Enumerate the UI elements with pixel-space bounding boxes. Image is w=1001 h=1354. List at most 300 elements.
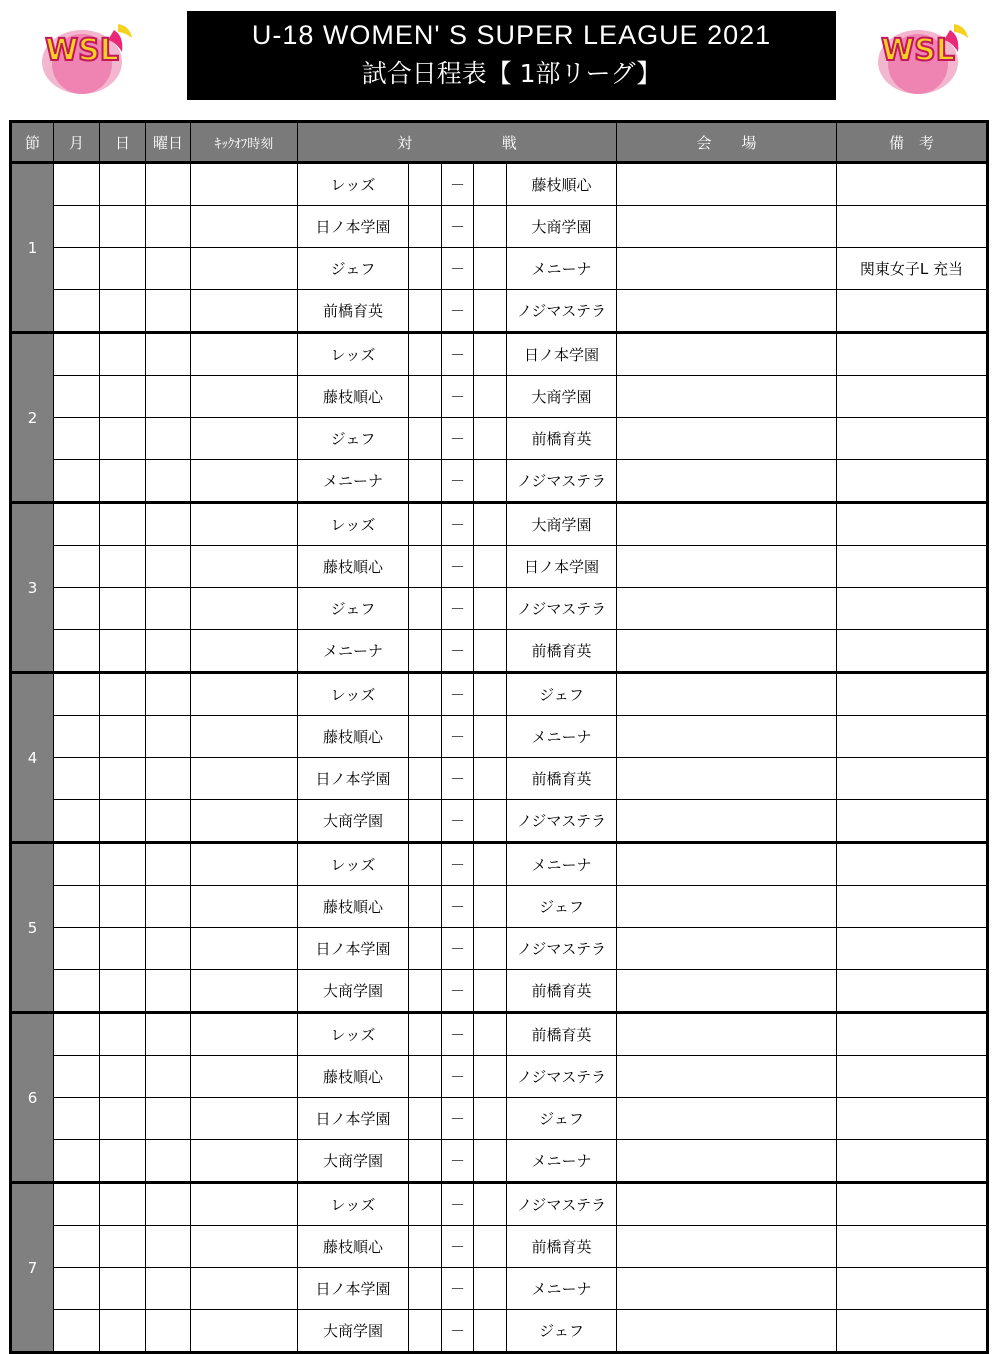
month-cell[interactable] bbox=[54, 1098, 100, 1140]
home-team: 日ノ本学園 bbox=[298, 758, 409, 800]
away-team: 前橋育英 bbox=[507, 1013, 617, 1056]
weekday-cell[interactable] bbox=[146, 758, 191, 800]
venue-cell[interactable] bbox=[617, 503, 837, 546]
month-cell[interactable] bbox=[54, 1013, 100, 1056]
month-cell[interactable] bbox=[54, 758, 100, 800]
remarks-cell[interactable] bbox=[837, 546, 988, 588]
home-score-cell[interactable] bbox=[409, 333, 442, 376]
month-cell[interactable] bbox=[54, 376, 100, 418]
kickoff-cell[interactable] bbox=[191, 800, 298, 843]
weekday-cell[interactable] bbox=[146, 1310, 191, 1353]
home-score-cell[interactable] bbox=[409, 1226, 442, 1268]
weekday-cell[interactable] bbox=[146, 886, 191, 928]
away-score-cell[interactable] bbox=[474, 843, 507, 886]
remarks-cell[interactable] bbox=[837, 1310, 988, 1353]
month-cell[interactable] bbox=[54, 333, 100, 376]
day-cell[interactable] bbox=[100, 758, 146, 800]
weekday-cell[interactable] bbox=[146, 460, 191, 503]
away-score-cell[interactable] bbox=[474, 333, 507, 376]
day-cell[interactable] bbox=[100, 333, 146, 376]
venue-cell[interactable] bbox=[617, 970, 837, 1013]
home-score-cell[interactable] bbox=[409, 673, 442, 716]
home-score-cell[interactable] bbox=[409, 843, 442, 886]
score-separator: － bbox=[442, 1183, 474, 1226]
month-cell[interactable] bbox=[54, 1226, 100, 1268]
remarks-cell[interactable] bbox=[837, 290, 988, 333]
match-row bbox=[11, 418, 988, 460]
home-score-cell[interactable] bbox=[409, 290, 442, 333]
venue-cell[interactable] bbox=[617, 716, 837, 758]
away-team: メニーナ bbox=[507, 248, 617, 290]
remarks-cell[interactable] bbox=[837, 1268, 988, 1310]
header-weekday: 曜日 bbox=[146, 122, 191, 163]
score-separator: － bbox=[442, 1268, 474, 1310]
kickoff-cell[interactable] bbox=[191, 1268, 298, 1310]
score-separator: － bbox=[442, 673, 474, 716]
day-cell[interactable] bbox=[100, 376, 146, 418]
home-score-cell[interactable] bbox=[409, 163, 442, 206]
weekday-cell[interactable] bbox=[146, 546, 191, 588]
day-cell[interactable] bbox=[100, 418, 146, 460]
kickoff-cell[interactable] bbox=[191, 843, 298, 886]
weekday-cell[interactable] bbox=[146, 418, 191, 460]
home-score-cell[interactable] bbox=[409, 1056, 442, 1098]
remarks-cell[interactable] bbox=[837, 163, 988, 206]
score-separator: － bbox=[442, 758, 474, 800]
month-cell[interactable] bbox=[54, 1268, 100, 1310]
venue-cell[interactable] bbox=[617, 1140, 837, 1183]
day-cell[interactable] bbox=[100, 630, 146, 673]
kickoff-cell[interactable] bbox=[191, 206, 298, 248]
venue-cell[interactable] bbox=[617, 800, 837, 843]
kickoff-cell[interactable] bbox=[191, 503, 298, 546]
away-score-cell[interactable] bbox=[474, 1310, 507, 1353]
venue-cell[interactable] bbox=[617, 1310, 837, 1353]
round-number: 4 bbox=[11, 673, 54, 843]
month-cell[interactable] bbox=[54, 460, 100, 503]
away-score-cell[interactable] bbox=[474, 248, 507, 290]
away-score-cell[interactable] bbox=[474, 1268, 507, 1310]
month-cell[interactable] bbox=[54, 588, 100, 630]
kickoff-cell[interactable] bbox=[191, 1226, 298, 1268]
score-separator: － bbox=[442, 1098, 474, 1140]
weekday-cell[interactable] bbox=[146, 333, 191, 376]
away-team: ノジマステラ bbox=[507, 588, 617, 630]
venue-cell[interactable] bbox=[617, 376, 837, 418]
round-number: 2 bbox=[11, 333, 54, 503]
home-score-cell[interactable] bbox=[409, 503, 442, 546]
weekday-cell[interactable] bbox=[146, 928, 191, 970]
home-score-cell[interactable] bbox=[409, 1310, 442, 1353]
home-score-cell[interactable] bbox=[409, 630, 442, 673]
away-score-cell[interactable] bbox=[474, 1013, 507, 1056]
score-separator: － bbox=[442, 460, 474, 503]
away-score-cell[interactable] bbox=[474, 1183, 507, 1226]
home-team: レッズ bbox=[298, 843, 409, 886]
remarks-cell[interactable] bbox=[837, 630, 988, 673]
away-score-cell[interactable] bbox=[474, 800, 507, 843]
day-cell[interactable] bbox=[100, 546, 146, 588]
score-separator: － bbox=[442, 1140, 474, 1183]
venue-cell[interactable] bbox=[617, 1226, 837, 1268]
score-separator: － bbox=[442, 970, 474, 1013]
svg-text:WSL: WSL bbox=[45, 33, 119, 68]
weekday-cell[interactable] bbox=[146, 163, 191, 206]
away-team: ノジマステラ bbox=[507, 1183, 617, 1226]
away-score-cell[interactable] bbox=[474, 1140, 507, 1183]
score-separator: － bbox=[442, 290, 474, 333]
home-team: 日ノ本学園 bbox=[298, 928, 409, 970]
home-score-cell[interactable] bbox=[409, 1098, 442, 1140]
home-team: 藤枝順心 bbox=[298, 716, 409, 758]
month-cell[interactable] bbox=[54, 970, 100, 1013]
header-vs-right: 戦 bbox=[501, 133, 517, 152]
kickoff-cell[interactable] bbox=[191, 1098, 298, 1140]
kickoff-cell[interactable] bbox=[191, 1013, 298, 1056]
weekday-cell[interactable] bbox=[146, 290, 191, 333]
month-cell[interactable] bbox=[54, 1183, 100, 1226]
away-score-cell[interactable] bbox=[474, 163, 507, 206]
away-score-cell[interactable] bbox=[474, 928, 507, 970]
day-cell[interactable] bbox=[100, 1098, 146, 1140]
kickoff-cell[interactable] bbox=[191, 1183, 298, 1226]
away-team: 前橋育英 bbox=[507, 418, 617, 460]
weekday-cell[interactable] bbox=[146, 1226, 191, 1268]
venue-cell[interactable] bbox=[617, 333, 837, 376]
weekday-cell[interactable] bbox=[146, 1140, 191, 1183]
venue-cell[interactable] bbox=[617, 758, 837, 800]
day-cell[interactable] bbox=[100, 1056, 146, 1098]
score-separator: － bbox=[442, 716, 474, 758]
title-box bbox=[187, 11, 836, 100]
day-cell[interactable] bbox=[100, 970, 146, 1013]
remarks-cell[interactable] bbox=[837, 758, 988, 800]
venue-cell[interactable] bbox=[617, 1098, 837, 1140]
wsl-logo-right bbox=[858, 12, 978, 96]
day-cell[interactable] bbox=[100, 800, 146, 843]
away-team: ジェフ bbox=[507, 1098, 617, 1140]
home-score-cell[interactable] bbox=[409, 376, 442, 418]
home-score-cell[interactable] bbox=[409, 1183, 442, 1226]
home-score-cell[interactable] bbox=[409, 1268, 442, 1310]
away-score-cell[interactable] bbox=[474, 716, 507, 758]
venue-cell[interactable] bbox=[617, 206, 837, 248]
venue-cell[interactable] bbox=[617, 248, 837, 290]
weekday-cell[interactable] bbox=[146, 1268, 191, 1310]
venue-cell[interactable] bbox=[617, 460, 837, 503]
away-score-cell[interactable] bbox=[474, 970, 507, 1013]
weekday-cell[interactable] bbox=[146, 588, 191, 630]
venue-cell[interactable] bbox=[617, 546, 837, 588]
home-score-cell[interactable] bbox=[409, 1013, 442, 1056]
remarks-cell[interactable]: 関東女子L 充当 bbox=[837, 248, 988, 290]
venue-cell[interactable] bbox=[617, 673, 837, 716]
round-number: 6 bbox=[11, 1013, 54, 1183]
match-row bbox=[11, 503, 988, 546]
venue-cell[interactable] bbox=[617, 418, 837, 460]
day-cell[interactable] bbox=[100, 1310, 146, 1353]
venue-cell[interactable] bbox=[617, 1013, 837, 1056]
remarks-cell[interactable] bbox=[837, 673, 988, 716]
weekday-cell[interactable] bbox=[146, 248, 191, 290]
weekday-cell[interactable] bbox=[146, 630, 191, 673]
venue-cell[interactable] bbox=[617, 630, 837, 673]
away-team: ノジマステラ bbox=[507, 290, 617, 333]
weekday-cell[interactable] bbox=[146, 1098, 191, 1140]
venue-cell[interactable] bbox=[617, 928, 837, 970]
round-number: 3 bbox=[11, 503, 54, 673]
score-separator: － bbox=[442, 800, 474, 843]
kickoff-cell[interactable] bbox=[191, 376, 298, 418]
venue-cell[interactable] bbox=[617, 1056, 837, 1098]
weekday-cell[interactable] bbox=[146, 1056, 191, 1098]
away-score-cell[interactable] bbox=[474, 673, 507, 716]
day-cell[interactable] bbox=[100, 163, 146, 206]
kickoff-cell[interactable] bbox=[191, 630, 298, 673]
match-row bbox=[11, 758, 988, 800]
home-team: メニーナ bbox=[298, 460, 409, 503]
kickoff-cell[interactable] bbox=[191, 290, 298, 333]
remarks-cell[interactable] bbox=[837, 970, 988, 1013]
away-score-cell[interactable] bbox=[474, 376, 507, 418]
kickoff-cell[interactable] bbox=[191, 333, 298, 376]
day-cell[interactable] bbox=[100, 673, 146, 716]
weekday-cell[interactable] bbox=[146, 673, 191, 716]
home-team: ジェフ bbox=[298, 588, 409, 630]
remarks-cell[interactable] bbox=[837, 1183, 988, 1226]
away-score-cell[interactable] bbox=[474, 206, 507, 248]
remarks-cell[interactable] bbox=[837, 460, 988, 503]
day-cell[interactable] bbox=[100, 290, 146, 333]
home-score-cell[interactable] bbox=[409, 800, 442, 843]
home-score-cell[interactable] bbox=[409, 716, 442, 758]
month-cell[interactable] bbox=[54, 1310, 100, 1353]
day-cell[interactable] bbox=[100, 716, 146, 758]
day-cell[interactable] bbox=[100, 928, 146, 970]
venue-cell[interactable] bbox=[617, 588, 837, 630]
kickoff-cell[interactable] bbox=[191, 588, 298, 630]
away-score-cell[interactable] bbox=[474, 460, 507, 503]
kickoff-cell[interactable] bbox=[191, 758, 298, 800]
weekday-cell[interactable] bbox=[146, 1183, 191, 1226]
page-subtitle: 試合日程表【 1部リーグ】 bbox=[361, 59, 662, 88]
kickoff-cell[interactable] bbox=[191, 970, 298, 1013]
away-team: 日ノ本学園 bbox=[507, 546, 617, 588]
month-cell[interactable] bbox=[54, 418, 100, 460]
remarks-cell[interactable] bbox=[837, 843, 988, 886]
away-score-cell[interactable] bbox=[474, 630, 507, 673]
header-setsu: 節 bbox=[11, 122, 54, 163]
home-score-cell[interactable] bbox=[409, 588, 442, 630]
match-row bbox=[11, 460, 988, 503]
kickoff-cell[interactable] bbox=[191, 716, 298, 758]
weekday-cell[interactable] bbox=[146, 1013, 191, 1056]
home-score-cell[interactable] bbox=[409, 758, 442, 800]
home-team: 大商学園 bbox=[298, 970, 409, 1013]
month-cell[interactable] bbox=[54, 630, 100, 673]
remarks-cell[interactable] bbox=[837, 716, 988, 758]
month-cell[interactable] bbox=[54, 800, 100, 843]
day-cell[interactable] bbox=[100, 1013, 146, 1056]
remarks-cell[interactable] bbox=[837, 1056, 988, 1098]
day-cell[interactable] bbox=[100, 1268, 146, 1310]
weekday-cell[interactable] bbox=[146, 970, 191, 1013]
home-team: 大商学園 bbox=[298, 800, 409, 843]
remarks-cell[interactable] bbox=[837, 333, 988, 376]
remarks-cell[interactable] bbox=[837, 1013, 988, 1056]
weekday-cell[interactable] bbox=[146, 206, 191, 248]
remarks-cell[interactable] bbox=[837, 1140, 988, 1183]
home-team: メニーナ bbox=[298, 630, 409, 673]
month-cell[interactable] bbox=[54, 716, 100, 758]
venue-cell[interactable] bbox=[617, 1183, 837, 1226]
page-title: U-18 WOMEN' S SUPER LEAGUE 2021 bbox=[251, 20, 772, 50]
remarks-cell[interactable] bbox=[837, 376, 988, 418]
month-cell[interactable] bbox=[54, 1056, 100, 1098]
month-cell[interactable] bbox=[54, 673, 100, 716]
away-score-cell[interactable] bbox=[474, 1226, 507, 1268]
day-cell[interactable] bbox=[100, 1183, 146, 1226]
month-cell[interactable] bbox=[54, 503, 100, 546]
venue-cell[interactable] bbox=[617, 163, 837, 206]
day-cell[interactable] bbox=[100, 843, 146, 886]
wsl-logo-left bbox=[22, 12, 142, 96]
away-score-cell[interactable] bbox=[474, 886, 507, 928]
home-score-cell[interactable] bbox=[409, 418, 442, 460]
kickoff-cell[interactable] bbox=[191, 248, 298, 290]
kickoff-cell[interactable] bbox=[191, 673, 298, 716]
remarks-cell[interactable] bbox=[837, 886, 988, 928]
away-team: 大商学園 bbox=[507, 376, 617, 418]
away-score-cell[interactable] bbox=[474, 1098, 507, 1140]
venue-cell[interactable] bbox=[617, 843, 837, 886]
weekday-cell[interactable] bbox=[146, 503, 191, 546]
day-cell[interactable] bbox=[100, 503, 146, 546]
month-cell[interactable] bbox=[54, 546, 100, 588]
remarks-cell[interactable] bbox=[837, 588, 988, 630]
month-cell[interactable] bbox=[54, 248, 100, 290]
home-score-cell[interactable] bbox=[409, 928, 442, 970]
kickoff-cell[interactable] bbox=[191, 546, 298, 588]
day-cell[interactable] bbox=[100, 248, 146, 290]
month-cell[interactable] bbox=[54, 1140, 100, 1183]
day-cell[interactable] bbox=[100, 1226, 146, 1268]
away-team: 前橋育英 bbox=[507, 630, 617, 673]
header-matchup bbox=[298, 122, 617, 163]
score-separator: － bbox=[442, 928, 474, 970]
away-score-cell[interactable] bbox=[474, 1056, 507, 1098]
score-separator: － bbox=[442, 503, 474, 546]
kickoff-cell[interactable] bbox=[191, 1056, 298, 1098]
kickoff-cell[interactable] bbox=[191, 163, 298, 206]
month-cell[interactable] bbox=[54, 886, 100, 928]
away-score-cell[interactable] bbox=[474, 546, 507, 588]
score-separator: － bbox=[442, 843, 474, 886]
round-number: 5 bbox=[11, 843, 54, 1013]
day-cell[interactable] bbox=[100, 206, 146, 248]
kickoff-cell[interactable] bbox=[191, 886, 298, 928]
header-row bbox=[11, 122, 988, 163]
month-cell[interactable] bbox=[54, 928, 100, 970]
remarks-cell[interactable] bbox=[837, 928, 988, 970]
away-team: メニーナ bbox=[507, 1140, 617, 1183]
remarks-cell[interactable] bbox=[837, 206, 988, 248]
away-team: メニーナ bbox=[507, 1268, 617, 1310]
header-remarks: 備 考 bbox=[837, 122, 988, 163]
schedule-body bbox=[11, 163, 988, 1353]
day-cell[interactable] bbox=[100, 588, 146, 630]
remarks-cell[interactable] bbox=[837, 503, 988, 546]
kickoff-cell[interactable] bbox=[191, 418, 298, 460]
remarks-cell[interactable] bbox=[837, 800, 988, 843]
home-score-cell[interactable] bbox=[409, 460, 442, 503]
header-venue: 会 場 bbox=[617, 122, 837, 163]
home-score-cell[interactable] bbox=[409, 206, 442, 248]
kickoff-cell[interactable] bbox=[191, 1310, 298, 1353]
day-cell[interactable] bbox=[100, 460, 146, 503]
match-row bbox=[11, 1183, 988, 1226]
remarks-cell[interactable] bbox=[837, 418, 988, 460]
header-kickoff: ｷｯｸｵﾌ時刻 bbox=[191, 122, 298, 163]
home-team: レッズ bbox=[298, 333, 409, 376]
score-separator: － bbox=[442, 206, 474, 248]
month-cell[interactable] bbox=[54, 843, 100, 886]
away-team: 前橋育英 bbox=[507, 1226, 617, 1268]
month-cell[interactable] bbox=[54, 290, 100, 333]
home-score-cell[interactable] bbox=[409, 248, 442, 290]
away-score-cell[interactable] bbox=[474, 758, 507, 800]
weekday-cell[interactable] bbox=[146, 376, 191, 418]
away-score-cell[interactable] bbox=[474, 418, 507, 460]
day-cell[interactable] bbox=[100, 886, 146, 928]
kickoff-cell[interactable] bbox=[191, 1140, 298, 1183]
score-separator: － bbox=[442, 1056, 474, 1098]
score-separator: － bbox=[442, 333, 474, 376]
match-row bbox=[11, 333, 988, 376]
month-cell[interactable] bbox=[54, 206, 100, 248]
header-month: 月 bbox=[54, 122, 100, 163]
match-row bbox=[11, 1056, 988, 1098]
home-team: 日ノ本学園 bbox=[298, 206, 409, 248]
venue-cell[interactable] bbox=[617, 886, 837, 928]
weekday-cell[interactable] bbox=[146, 800, 191, 843]
away-team: 前橋育英 bbox=[507, 970, 617, 1013]
weekday-cell[interactable] bbox=[146, 716, 191, 758]
remarks-cell[interactable] bbox=[837, 1098, 988, 1140]
schedule-table bbox=[9, 120, 989, 1354]
home-team: 藤枝順心 bbox=[298, 1056, 409, 1098]
venue-cell[interactable] bbox=[617, 290, 837, 333]
away-score-cell[interactable] bbox=[474, 503, 507, 546]
home-team: レッズ bbox=[298, 673, 409, 716]
home-score-cell[interactable] bbox=[409, 970, 442, 1013]
kickoff-cell[interactable] bbox=[191, 460, 298, 503]
day-cell[interactable] bbox=[100, 1140, 146, 1183]
score-separator: － bbox=[442, 630, 474, 673]
remarks-cell[interactable] bbox=[837, 1226, 988, 1268]
weekday-cell[interactable] bbox=[146, 843, 191, 886]
kickoff-cell[interactable] bbox=[191, 928, 298, 970]
away-team: ノジマステラ bbox=[507, 928, 617, 970]
away-score-cell[interactable] bbox=[474, 588, 507, 630]
home-score-cell[interactable] bbox=[409, 546, 442, 588]
home-score-cell[interactable] bbox=[409, 1140, 442, 1183]
away-team: ノジマステラ bbox=[507, 800, 617, 843]
venue-cell[interactable] bbox=[617, 1268, 837, 1310]
month-cell[interactable] bbox=[54, 163, 100, 206]
home-score-cell[interactable] bbox=[409, 886, 442, 928]
away-score-cell[interactable] bbox=[474, 290, 507, 333]
